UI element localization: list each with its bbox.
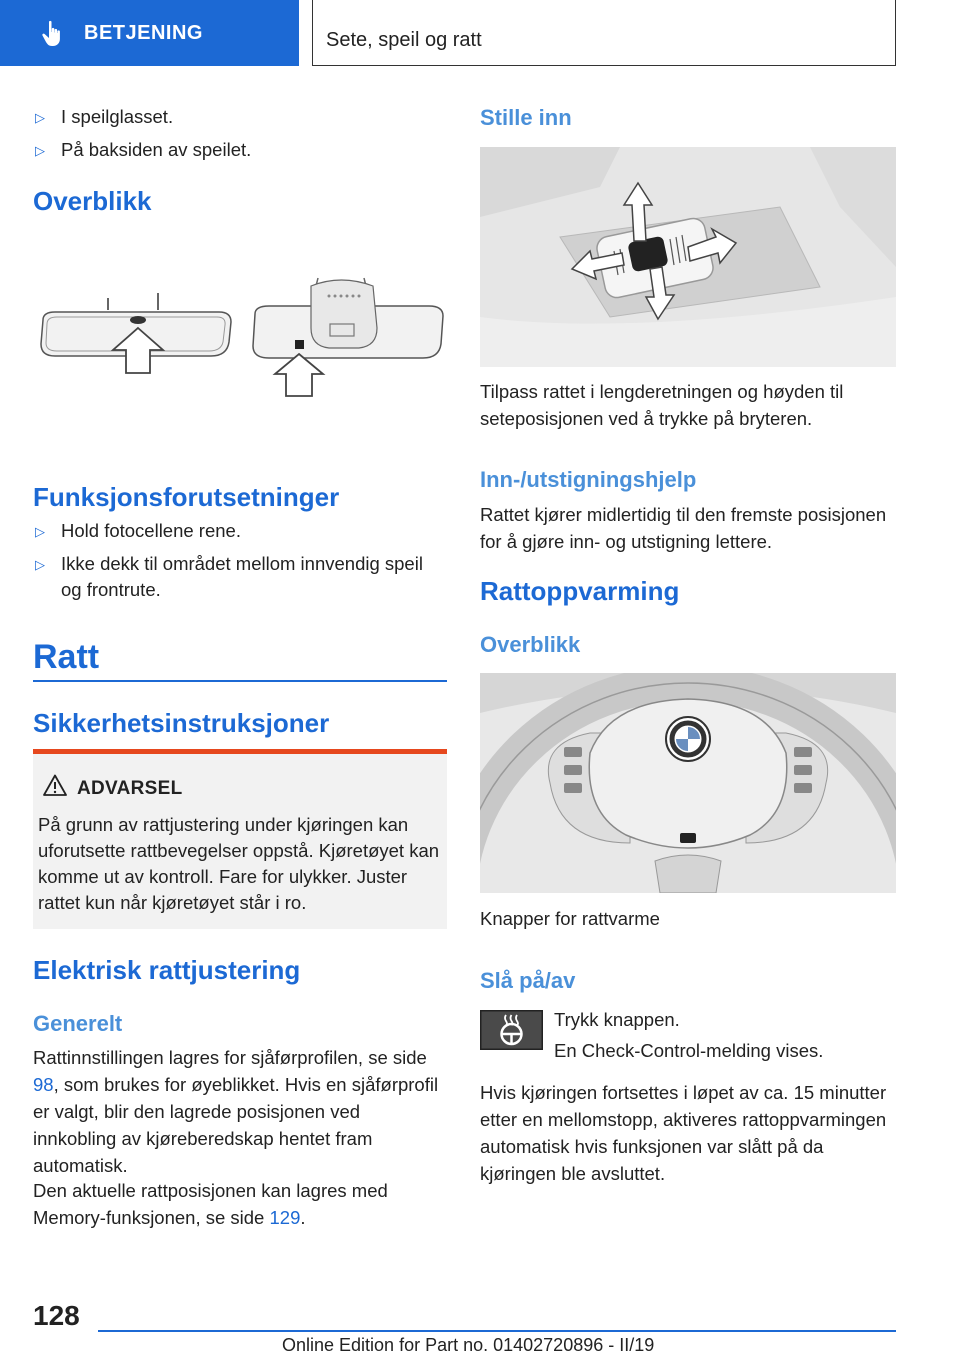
subheading-generelt: Generelt (33, 1011, 123, 1036)
triangle-bullet-icon: ▷ (35, 143, 45, 158)
subheading-overblikk: Overblikk (480, 632, 581, 657)
paragraph-inn-utstigning: Rattet kjører midlertidig til den fremste posisjonen for å gjøre inn- og utstigning lettere. (480, 504, 887, 552)
footer-rule (98, 1330, 896, 1332)
section-heading-rattoppvarming: Rattoppvarming (480, 576, 680, 606)
figure-caption-rattvarme: Knapper for rattvarme (480, 908, 660, 929)
heading-rule (33, 680, 447, 682)
chapter-heading-ratt: Ratt (33, 638, 100, 676)
triangle-bullet-icon: ▷ (35, 110, 45, 125)
warning-title: ADVARSEL (77, 778, 183, 799)
instruction-line-2: En Check-Control-melding vises. (554, 1040, 824, 1061)
paragraph-generelt-1: Rattinnstillingen lagres for sjåførprofilen, se side 98, som brukes for øyeblikket. Hvis en sjåførprofil er valgt, blir den lagrede posisjonen ved innkobling av kjøreberedskap hentet fram automatisk. (33, 1047, 439, 1176)
warning-box (33, 749, 447, 929)
list-item (33, 518, 447, 545)
hand-pointer-icon (38, 18, 68, 48)
page-number: 128 (33, 1300, 80, 1331)
paragraph-sla-pa-av: Hvis kjøringen fortsettes i løpet av ca. 15 minutter etter en mellomstopp, aktiveres rattoppvarmingen automatisk hvis funksjonen var slått på da kjøringen ble avsluttet. (480, 1082, 887, 1184)
section-heading-sikkerhet: Sikkerhetsinstruksjoner (33, 708, 330, 738)
section-heading-elektrisk: Elektrisk rattjustering (33, 955, 301, 985)
steering-wheel-heating-button-icon[interactable] (480, 1010, 543, 1050)
subheading-inn-utstigning: Inn-/utstigningshjelp (480, 467, 697, 492)
chapter-tab[interactable] (0, 0, 299, 66)
section-heading-funksjon: Funksjonsforutsetninger (33, 482, 340, 512)
steering-wheel-figure (480, 673, 896, 893)
triangle-bullet-icon: ▷ (35, 524, 45, 539)
page-link-129[interactable]: 129 (269, 1207, 301, 1228)
list-item (33, 137, 447, 164)
warning-text: På grunn av rattjustering under kjøringen kan uforutsette rattbevegelser oppstå. Kjøretøyet kan komme ut av kontroll. Fare for ulykker. Juster rattet kun når kjøretøyet står i ro. (38, 814, 440, 913)
chapter-tab-label: BETJENING (84, 21, 203, 44)
list-item (33, 104, 447, 131)
list-item-text: Ikke dekk til området mellom innvendig speil og frontrute. (61, 553, 423, 600)
page-title: Sete, speil og ratt (326, 29, 482, 51)
paragraph-generelt-2: Den aktuelle rattposisjonen kan lagres med Memory-funksjonen, se side 129. (33, 1180, 388, 1228)
steering-adjust-switch-figure (480, 147, 896, 367)
list-item-text: På baksiden av speilet. (61, 139, 252, 160)
list-item-text: Hold fotocellene rene. (61, 520, 241, 541)
warning-triangle-icon (43, 774, 67, 796)
subheading-stille-inn: Stille inn (480, 105, 572, 130)
footer-edition: Online Edition for Part no. 01402720896 - II/19 (282, 1335, 655, 1355)
mirror-figure (33, 268, 447, 416)
triangle-bullet-icon: ▷ (35, 557, 45, 572)
list-item-text: I speilglasset. (61, 106, 174, 127)
section-heading-overblikk: Overblikk (33, 186, 152, 216)
page-link-98[interactable]: 98 (33, 1074, 54, 1095)
list-item (33, 551, 447, 603)
paragraph-stille-inn: Tilpass rattet i lengderetningen og høyden til seteposisjonen ved å trykke på bryteren. (480, 381, 844, 429)
instruction-line-1: Trykk knappen. (554, 1009, 680, 1030)
subheading-sla-pa-av: Slå på/av (480, 968, 576, 993)
